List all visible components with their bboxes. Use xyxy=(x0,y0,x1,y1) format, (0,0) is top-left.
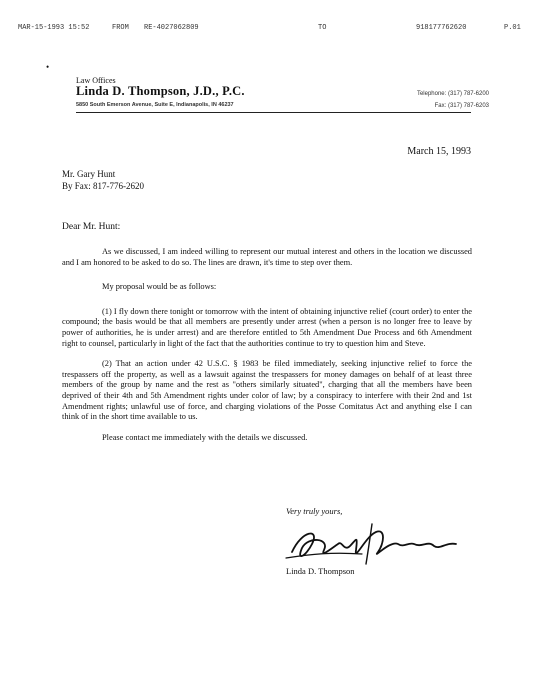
fax-to-label: TO xyxy=(318,24,327,32)
fax-page-number: P.01 xyxy=(504,24,521,32)
signer-name: Linda D. Thompson xyxy=(286,566,355,576)
letterhead-telephone: Telephone: (317) 787-6200 xyxy=(416,91,489,97)
handwritten-signature xyxy=(272,518,472,570)
letterhead-fax: Fax: (317) 787-6203 xyxy=(434,103,489,109)
fax-date-time: MAR-15-1993 15:52 xyxy=(18,24,90,32)
paragraph-item-1: (1) I fly down there tonight or tomorrow with the intent of obtaining injunctive relief (court order) to enter the compound; the basis would be that all members are presently under arrest (when a person is no longer free to leave by power of authorities, he is under arrest) and are therefore entitled to 5th Amendment Due Process and 6th Amendment right to counsel, particularly in light of the fact that the authorities continue to try to question him and Steve. xyxy=(62,306,472,348)
fax-from-number: RE-4027062809 xyxy=(144,24,199,32)
fax-transmission-header xyxy=(18,24,523,36)
recipient-fax: By Fax: 817-776-2620 xyxy=(62,181,144,191)
closing: Very truly yours, xyxy=(286,506,343,516)
letterhead-address: 5850 South Emerson Avenue, Suite E, Indianapolis, IN 46237 xyxy=(76,102,234,108)
letter-date: March 15, 1993 xyxy=(407,146,471,157)
letter-body xyxy=(62,247,472,453)
fax-from-label: FROM xyxy=(112,24,129,32)
paragraph-contact: Please contact me immediately with the details we discussed. xyxy=(102,432,308,442)
paragraph-proposal: My proposal would be as follows: xyxy=(102,282,217,292)
fax-to-number: 918177762620 xyxy=(416,24,467,32)
scan-mark: • xyxy=(46,62,50,72)
letterhead-firm: Law Offices xyxy=(76,76,116,85)
letterhead-divider xyxy=(76,112,471,113)
paragraph-item-2: (2) That an action under 42 U.S.C. § 1983 be filed immediately, seeking injunctive relief to force the trespassers off the property, as well as a lawsuit against the trespassers for money damages on behalf of at least three members of the group by name and the rest as "others similarly situated", charging that all the members have been deprived of their 4th and 5th Amendment rights under color of law; by a conspiracy to interfere with their 2nd and 1st Amendment rights; unlawful use of force, and charging violations of the Posse Comitatus Act and anything else I can think of in the short time available to us. xyxy=(62,359,472,422)
paragraph-intro: As we discussed, I am indeed willing to represent our mutual interest and others in the location we discussed and I am honored to be asked to do so. The lines are drawn, it's time to step over them. xyxy=(62,247,472,267)
letterhead-name: Linda D. Thompson, J.D., P.C. xyxy=(76,84,245,98)
recipient-name: Mr. Gary Hunt xyxy=(62,169,116,179)
recipient-block xyxy=(62,168,144,192)
salutation: Dear Mr. Hunt: xyxy=(62,222,121,232)
